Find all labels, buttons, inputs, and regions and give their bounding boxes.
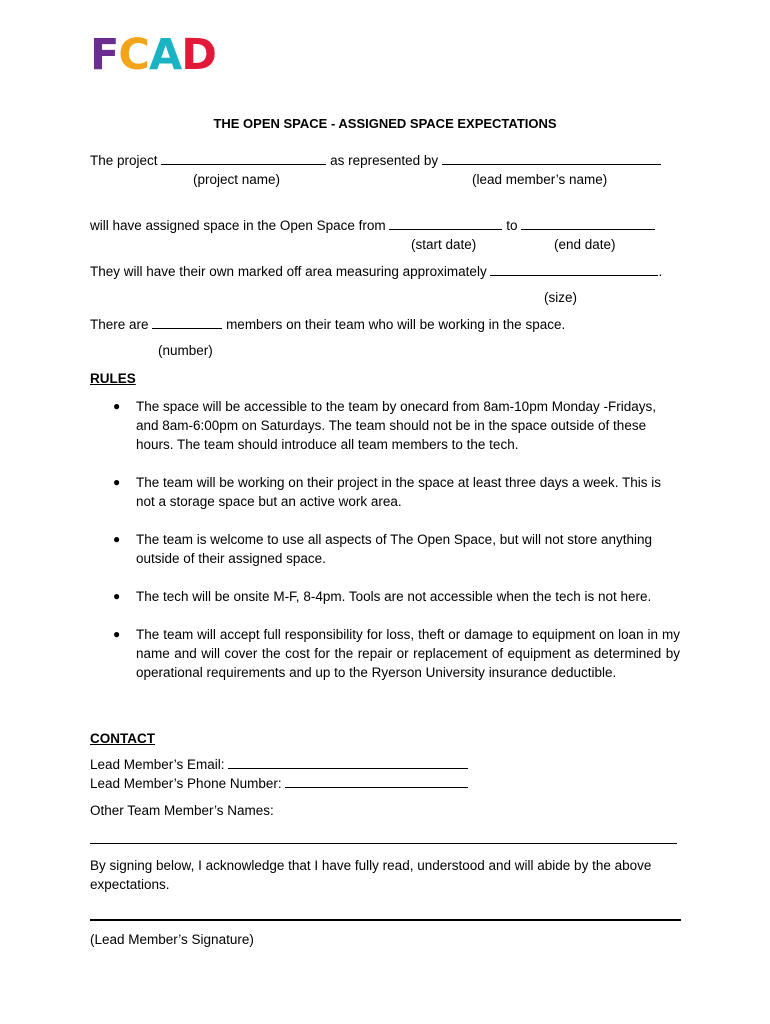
signature-label: (Lead Member’s Signature) [90, 932, 254, 947]
area-period: . [658, 264, 663, 279]
rules-heading: RULES [90, 371, 136, 386]
lead-name-hint: (lead member’s name) [472, 172, 608, 187]
project-line [90, 153, 661, 168]
bullet-icon: ● [113, 532, 121, 546]
page-title: THE OPEN SPACE - ASSIGNED SPACE EXPECTATIONS [213, 116, 557, 131]
fcad-logo [90, 30, 216, 80]
rule-item [108, 587, 680, 606]
bullet-icon: ● [113, 475, 121, 489]
rule-text: The team will be working on their project in the space at least three days a week. This is not a storage space but an active work area. [136, 475, 662, 509]
rule-item [108, 397, 680, 454]
bullet-icon: ● [113, 399, 121, 413]
rule-text: The tech will be onsite M-F, 8-4pm. Tools are not accessible when the tech is not here. [136, 589, 652, 604]
number-hint: (number) [158, 343, 213, 358]
logo-letter-a: A [148, 30, 182, 80]
rule-item [108, 530, 680, 568]
rule-text: The team will accept full responsibility for loss, theft or damage to equipment on loan in my name and will cover the cost for the repair or replacement of equipment as determined by operational requirements and up to the Ryerson University insurance deductible. [136, 627, 680, 680]
email-label: Lead Member’s Email: [90, 757, 225, 772]
project-prefix: The project [90, 153, 158, 168]
logo-letter-c: C [118, 30, 149, 80]
rules-list [108, 397, 680, 701]
represented-by-text: as represented by [330, 153, 439, 168]
area-size-field[interactable] [490, 264, 658, 276]
dates-line [90, 218, 655, 233]
assigned-space-text: will have assigned space in the Open Space from [90, 218, 386, 233]
acknowledgement-text: By signing below, I acknowledge that I have fully read, understood and will abide by the above expectations. [90, 858, 652, 892]
lead-member-name-field[interactable] [442, 153, 661, 165]
email-field[interactable] [228, 757, 468, 769]
to-text: to [506, 218, 518, 233]
project-name-field[interactable] [161, 153, 326, 165]
member-count-field[interactable] [152, 317, 222, 329]
phone-label: Lead Member’s Phone Number: [90, 776, 282, 791]
bullet-icon: ● [113, 589, 121, 603]
contact-heading: CONTACT [90, 731, 155, 746]
rule-item [108, 625, 680, 682]
size-hint: (size) [544, 290, 577, 305]
area-line [90, 264, 662, 279]
bullet-icon: ● [113, 627, 121, 641]
start-date-hint: (start date) [411, 237, 477, 252]
project-name-hint: (project name) [193, 172, 281, 187]
members-line [90, 317, 565, 332]
end-date-hint: (end date) [554, 237, 616, 252]
other-members-label: Other Team Member’s Names: [90, 803, 274, 818]
rule-text: The space will be accessible to the team by onecard from 8am-10pm Monday -Fridays, and 8am-6:00pm on Saturdays. The team should not be in the space outside of these hours. The team should introduce all team members to the tech. [136, 399, 656, 452]
there-are-text: There are [90, 317, 149, 332]
email-line [90, 757, 468, 772]
phone-line [90, 776, 468, 791]
members-text: members on their team who will be working in the space. [226, 317, 566, 332]
rule-item [108, 473, 680, 511]
other-members-field[interactable] [90, 843, 677, 844]
logo-letter-d: D [181, 30, 216, 80]
rule-text: The team is welcome to use all aspects of The Open Space, but will not store anything outside of their assigned space. [136, 532, 653, 566]
phone-field[interactable] [285, 776, 468, 788]
area-text: They will have their own marked off area measuring approximately [90, 264, 487, 279]
signature-line[interactable] [90, 919, 681, 921]
end-date-field[interactable] [521, 218, 655, 230]
logo-letter-f: F [90, 30, 119, 80]
start-date-field[interactable] [389, 218, 502, 230]
